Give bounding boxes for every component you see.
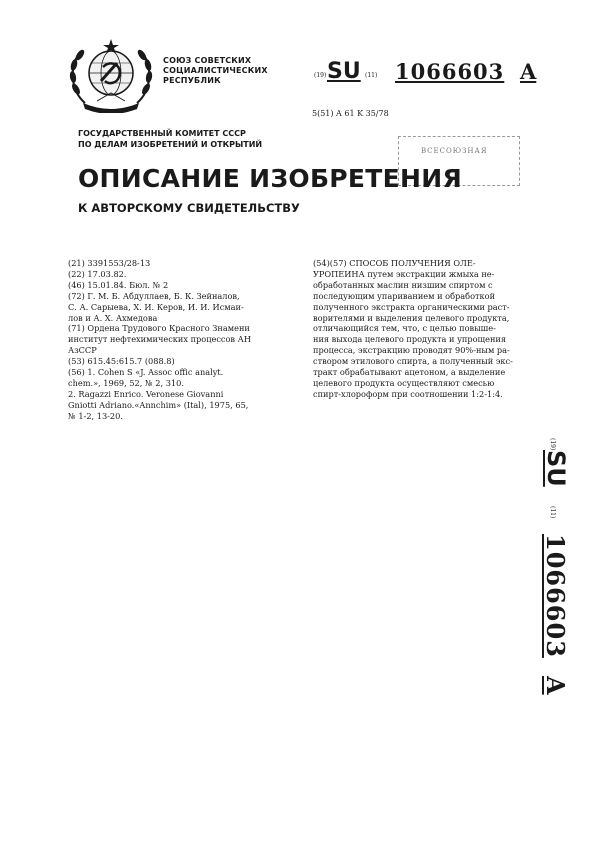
- vertical-country-code: SU: [542, 450, 570, 487]
- patent-kind: A: [520, 59, 537, 84]
- biblio-line: (53) 615.45:615.7 (088.8): [68, 356, 175, 367]
- union-line: СОЦИАЛИСТИЧЕСКИХ: [163, 66, 268, 75]
- union-line: РЕСПУБЛИК: [163, 76, 221, 85]
- abstract-line: последующим упариванием и обработкой: [313, 290, 496, 301]
- country-code: SU: [327, 59, 361, 84]
- vertical-patent-kind: A: [541, 676, 570, 695]
- biblio-line: С. А. Сарыева, Х. И. Керов, И. И. Исмаи-: [68, 301, 244, 312]
- union-line: СОЮЗ СОВЕТСКИХ: [163, 56, 252, 65]
- committee-line: ГОСУДАРСТВЕННЫЙ КОМИТЕТ СССР: [78, 129, 246, 138]
- biblio-line: 2. Ragazzi Enrico. Veronese Giovanni: [68, 388, 224, 399]
- biblio-line: (22) 17.03.82.: [68, 268, 127, 279]
- document-subtitle: К АВТОРСКОМУ СВИДЕТЕЛЬСТВУ: [78, 201, 300, 215]
- abstract-line: (54)(57) СПОСОБ ПОЛУЧЕНИЯ ОЛЕ-: [313, 258, 476, 268]
- vertical-number-code-label: (11): [549, 506, 556, 519]
- biblio-line: лов и А. Х. Ахмедова: [68, 312, 158, 323]
- biblio-line: № 1-2, 13-20.: [68, 410, 123, 421]
- classification-code: 5(51) A 61 K 35/78: [312, 109, 389, 118]
- biblio-line: (21) 3391553/28-13: [68, 258, 151, 268]
- biblio-line: Gniotti Adriano.«Annchim» (Ital), 1975, 65,: [68, 399, 249, 410]
- union-name: [163, 56, 268, 86]
- stamp-text: ВСЕСОЮЗНАЯ: [421, 147, 488, 155]
- abstract-line: отличающийся тем, что, с целью повыше-: [313, 323, 496, 334]
- number-code-label: (11): [365, 72, 378, 79]
- biblio-line: (46) 15.01.84. Бюл. № 2: [68, 279, 169, 290]
- invention-abstract: [313, 258, 541, 400]
- abstract-line: процесса, экстракцию проводят 90%-ным ра-: [313, 345, 510, 356]
- abstract-line: целевого продукта осуществляют смесью: [313, 377, 495, 388]
- abstract-line: ния выхода целевого продукта и упрощения: [313, 334, 507, 345]
- abstract-line: УРОПЕИНА путем экстракции жмыха не-: [313, 268, 495, 279]
- patent-number: 1066603: [395, 59, 505, 84]
- vertical-patent-number-text: 1066603: [541, 534, 570, 658]
- country-code-label: (19): [314, 72, 327, 79]
- biblio-line: АзССР: [68, 345, 97, 356]
- document-title: ОПИСАНИЕ ИЗОБРЕТЕНИЯ: [78, 164, 463, 193]
- biblio-line: chem.», 1969, 52, № 2, 310.: [68, 377, 184, 388]
- vertical-country-code-label: (19): [549, 438, 556, 451]
- biblio-line: (56) 1. Cohen S «J. Assoc offic analyt.: [68, 367, 224, 378]
- abstract-line: створом этилового спирта, а полученный экс-: [313, 356, 513, 367]
- biblio-line: (71) Ордена Трудового Красного Знамени: [68, 323, 250, 334]
- state-emblem-icon: [67, 37, 155, 113]
- biblio-line: институт нефтехимических процессов АН: [68, 334, 251, 345]
- abstract-line: обработанных маслин низшим спиртом с: [313, 279, 493, 290]
- abstract-line: тракт обрабатывают ацетоном, а выделение: [313, 367, 506, 378]
- abstract-line: спирт-хлороформ при соотношении 1:2-1:4.: [313, 388, 503, 399]
- abstract-line: ворителями и выделения целевого продукта,: [313, 312, 510, 323]
- biblio-line: (72) Г. М. Б. Абдуллаев, Б. К. Зейналов,: [68, 290, 240, 301]
- abstract-line: полученного экстракта органическими раст-: [313, 301, 510, 312]
- committee-line: ПО ДЕЛАМ ИЗОБРЕТЕНИЙ И ОТКРЫТИЙ: [78, 140, 263, 149]
- bibliographic-data: [68, 258, 293, 422]
- vertical-patent-number: [536, 438, 570, 708]
- committee-name: [78, 128, 262, 150]
